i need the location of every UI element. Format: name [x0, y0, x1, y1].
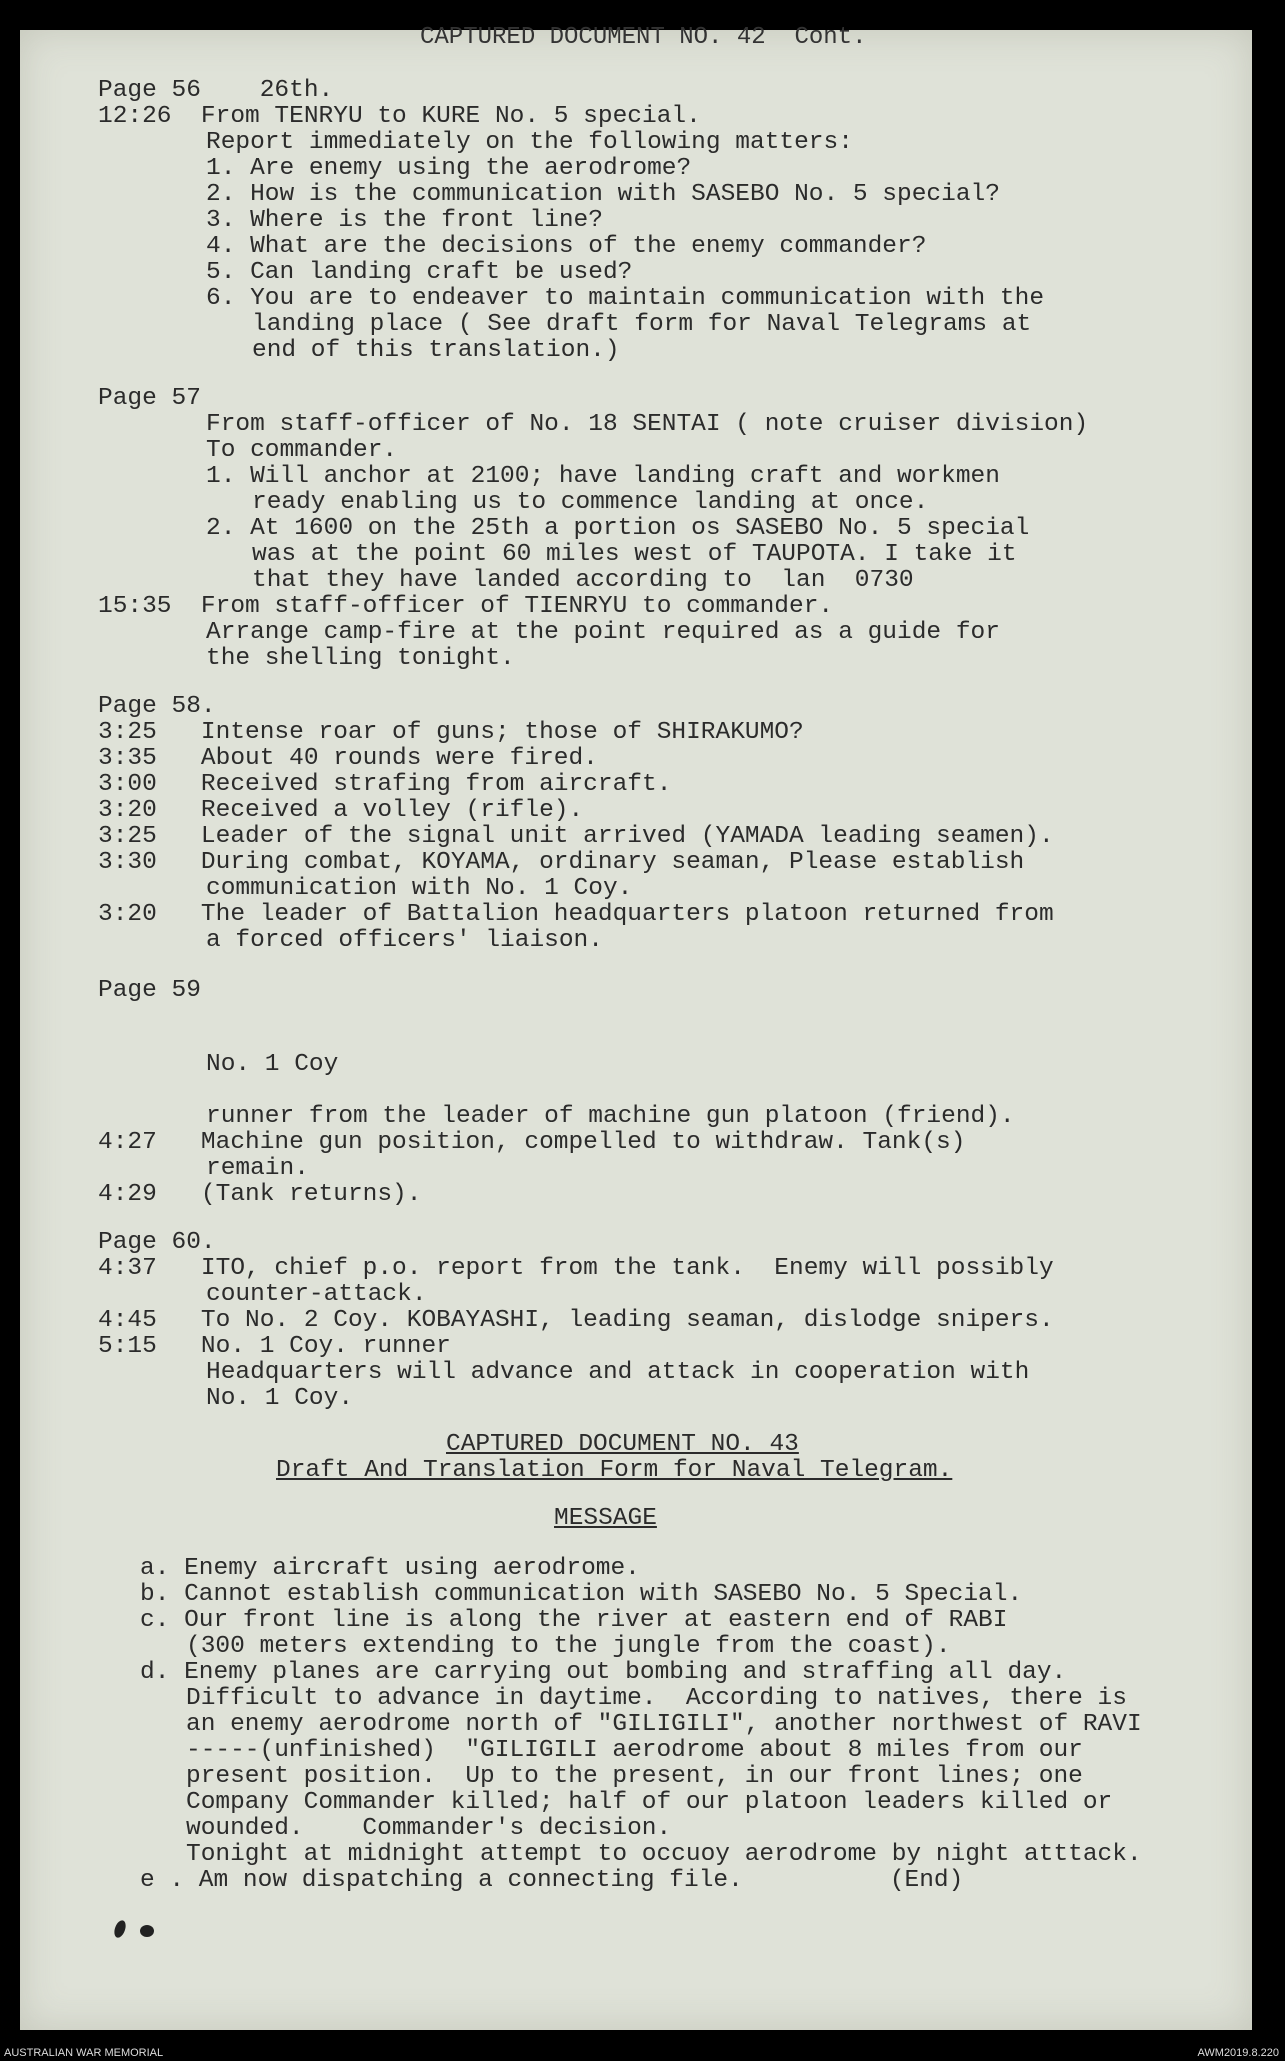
text-line: 4:37 ITO, chief p.o. report from the tank. Enemy will possibly [98, 1255, 1054, 1282]
text-line: 4:29 (Tank returns). [98, 1181, 422, 1208]
text-line: Page 59 [98, 977, 201, 1004]
text-line: 4:45 To No. 2 Coy. KOBAYASHI, leading seaman, dislodge snipers. [98, 1307, 1054, 1334]
text-line: Page 56 26th. [98, 77, 334, 104]
text-line: end of this translation.) [252, 337, 620, 364]
text-line: e . Am now dispatching a connecting file. (End) [140, 1867, 964, 1894]
text-line: Draft And Translation Form for Naval Telegram. [276, 1457, 953, 1484]
text-line: (300 meters extending to the jungle from the coast). [186, 1633, 951, 1660]
text-line: MESSAGE [554, 1505, 657, 1532]
text-line: From staff-officer of No. 18 SENTAI ( note cruiser division) [206, 411, 1089, 438]
text-line: 5:15 No. 1 Coy. runner [98, 1333, 451, 1360]
text-line: No. 1 Coy [206, 1051, 339, 1078]
text-line: Page 57 [98, 385, 201, 412]
text-line: an enemy aerodrome north of "GILIGILI", another northwest of RAVI [186, 1711, 1142, 1738]
text-line: 3:25 Intense roar of guns; those of SHIRAKUMO? [98, 719, 804, 746]
text-line: 12:26 From TENRYU to KURE No. 5 special. [98, 103, 701, 130]
text-line: 1. Are enemy using the aerodrome? [206, 155, 692, 182]
text-line: runner from the leader of machine gun platoon (friend). [206, 1103, 1015, 1130]
text-line: 3:20 Received a volley (rifle). [98, 797, 584, 824]
text-line: a forced officers' liaison. [206, 927, 603, 954]
text-line: 4. What are the decisions of the enemy commander? [206, 233, 927, 260]
ink-blot [112, 1919, 128, 1939]
text-line: To commander. [206, 437, 398, 464]
document-header: CAPTURED DOCUMENT NO. 42 Cont. [420, 24, 867, 51]
text-line: counter-attack. [206, 1281, 427, 1308]
archive-footer [0, 2045, 1285, 2061]
text-line: ready enabling us to commence landing at once. [252, 489, 929, 516]
text-line: No. 1 Coy. [206, 1385, 354, 1412]
text-line: Company Commander killed; half of our platoon leaders killed or [186, 1789, 1113, 1816]
text-line: 3:00 Received strafing from aircraft. [98, 771, 672, 798]
text-line: 2. At 1600 on the 25th a portion os SASEBO No. 5 special [206, 515, 1030, 542]
text-line: that they have landed according to lan 0730 [252, 567, 914, 594]
text-line: 1. Will anchor at 2100; have landing craft and workmen [206, 463, 1000, 490]
text-line: present position. Up to the present, in our front lines; one [186, 1763, 1083, 1790]
text-line: c. Our front line is along the river at eastern end of RABI [140, 1607, 1008, 1634]
text-line: communication with No. 1 Coy. [206, 875, 633, 902]
text-line: Headquarters will advance and attack in cooperation with [206, 1359, 1030, 1386]
text-line: 15:35 From staff-officer of TIENRYU to commander. [98, 593, 834, 620]
text-line: 3:30 During combat, KOYAMA, ordinary seaman, Please establish [98, 849, 1025, 876]
text-line: wounded. Commander's decision. [186, 1815, 672, 1842]
text-line: Page 58. [98, 693, 216, 720]
text-line: 3:25 Leader of the signal unit arrived (YAMADA leading seamen). [98, 823, 1054, 850]
document-sheet [20, 24, 1252, 2030]
text-line: a. Enemy aircraft using aerodrome. [140, 1555, 640, 1582]
text-line: Report immediately on the following matters: [206, 129, 853, 156]
text-line: 3. Where is the front line? [206, 207, 603, 234]
text-line: d. Enemy planes are carrying out bombing and straffing all day. [140, 1659, 1067, 1686]
text-line: 5. Can landing craft be used? [206, 259, 633, 286]
text-line: b. Cannot establish communication with SASEBO No. 5 Special. [140, 1581, 1023, 1608]
text-line: CAPTURED DOCUMENT NO. 43 [446, 1431, 799, 1458]
text-line: 3:20 The leader of Battalion headquarters platoon returned from [98, 901, 1054, 928]
text-line: Page 60. [98, 1229, 216, 1256]
archive-name: AUSTRALIAN WAR MEMORIAL [4, 2047, 164, 2059]
text-line: was at the point 60 miles west of TAUPOTA. I take it [252, 541, 1017, 568]
text-line: Tonight at midnight attempt to occuoy aerodrome by night atttack. [186, 1841, 1142, 1868]
ink-blot [140, 1925, 154, 1937]
text-line: remain. [206, 1155, 309, 1182]
text-line: 4:27 Machine gun position, compelled to withdraw. Tank(s) [98, 1129, 966, 1156]
text-line: the shelling tonight. [206, 645, 515, 672]
text-line: landing place ( See draft form for Naval Telegrams at [252, 311, 1032, 338]
archive-reference: AWM2019.8.220 [1197, 2047, 1279, 2059]
text-line: 6. You are to endeaver to maintain communication with the [206, 285, 1045, 312]
text-line: 2. How is the communication with SASEBO No. 5 special? [206, 181, 1000, 208]
text-line: Arrange camp-fire at the point required as a guide for [206, 619, 1000, 646]
text-line: Difficult to advance in daytime. According to natives, there is [186, 1685, 1127, 1712]
text-line: 3:35 About 40 rounds were fired. [98, 745, 598, 772]
text-line: -----(unfinished) "GILIGILI aerodrome about 8 miles from our [186, 1737, 1083, 1764]
